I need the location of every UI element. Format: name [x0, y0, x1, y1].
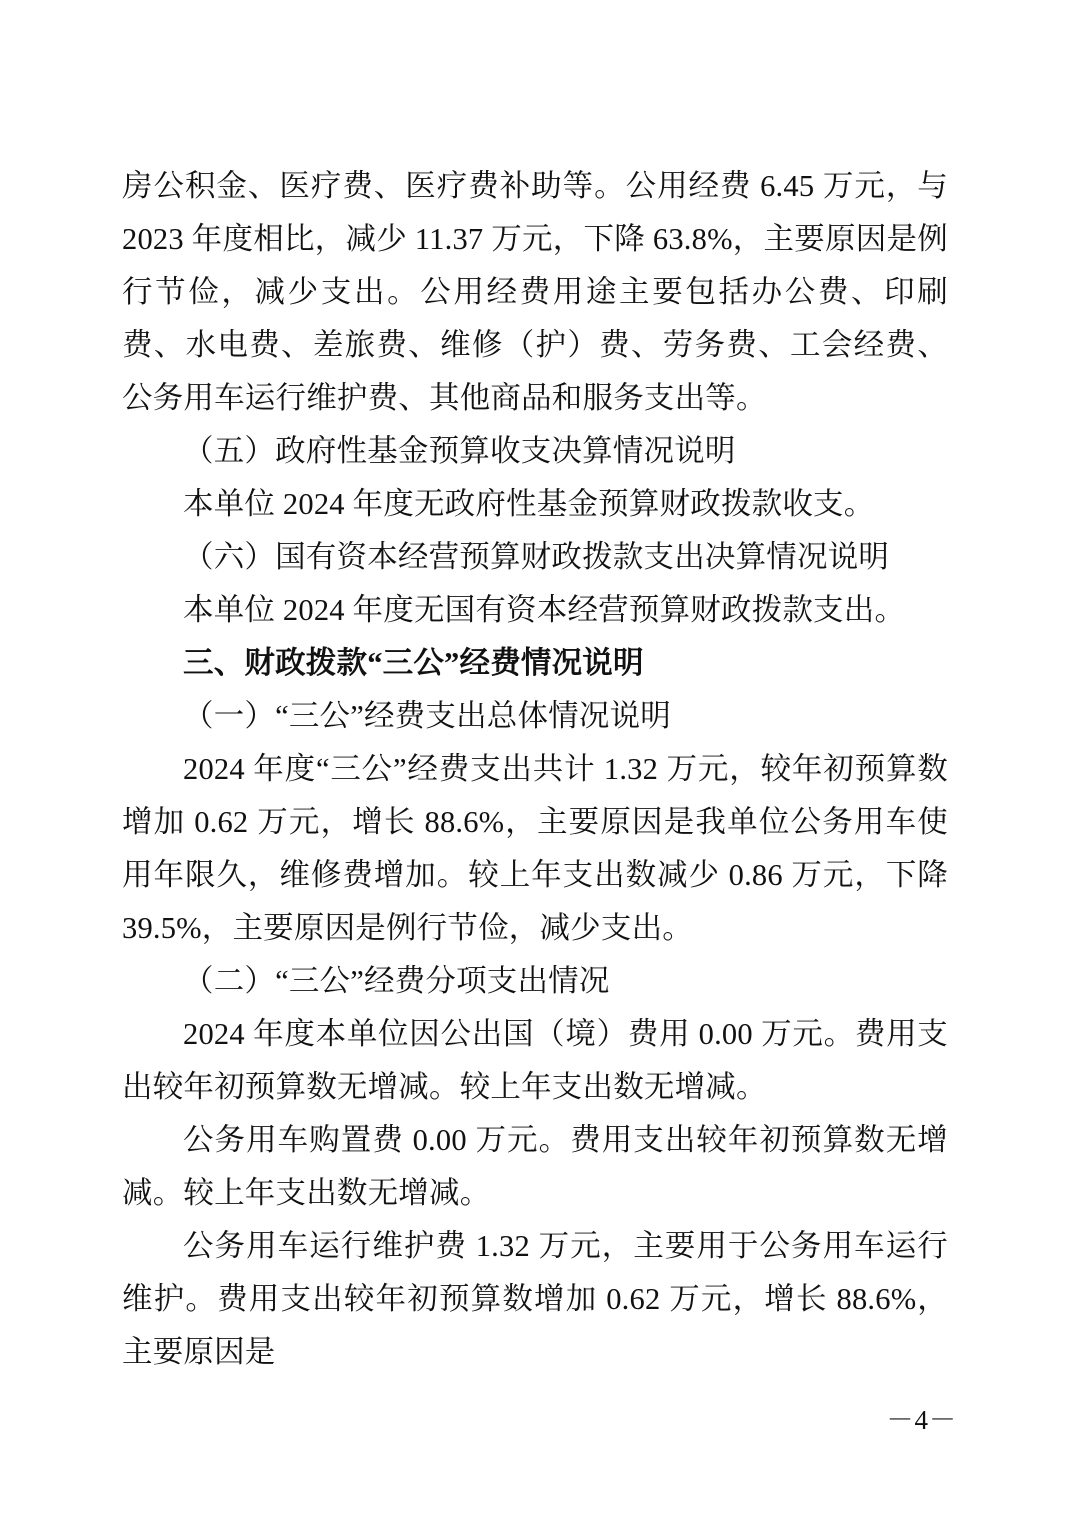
paragraph-continuation: 房公积金、医疗费、医疗费补助等。公用经费 6.45 万元，与 2023 年度相比，减少 11.37 万元，下降 63.8%，主要原因是例行节俭，减少支出。公用经费用途主要包括办公费、印刷费、水电费、差旅费、维修（护）费、劳务费、工会经费、公务用车运行维护费、其他商品和服务支出等。 — [122, 169, 948, 415]
section-heading-three: 三、财政拨款“三公”经费情况说明 — [183, 646, 644, 680]
subsection-heading-one: （一）“三公”经费支出总体情况说明 — [183, 699, 671, 733]
paragraph-vehicle-purchase: 公务用车购置费 0.00 万元。费用支出较年初预算数无增减。较上年支出数无增减。 — [122, 1123, 948, 1210]
paragraph-overseas-travel: 2024 年度本单位因公出国（境）费用 0.00 万元。费用支出较年初预算数无增减。较上年支出数无增减。 — [122, 1017, 948, 1104]
section-heading-five: （五）政府性基金预算收支决算情况说明 — [183, 434, 736, 468]
page-number: －4－ — [886, 1405, 957, 1435]
paragraph-three-public-total: 2024 年度“三公”经费支出共计 1.32 万元，较年初预算数增加 0.62 万元，增长 88.6%，主要原因是我单位公务用车使用年限久，维修费增加。较上年支出数减少 0.86 万元，下降 39.5%，主要原因是例行节俭，减少支出。 — [122, 752, 948, 945]
paragraph-vehicle-operation: 公务用车运行维护费 1.32 万元，主要用于公务用车运行维护。费用支出较年初预算数增加 0.62 万元，增长 88.6%，主要原因是 — [122, 1229, 948, 1369]
paragraph-state-capital: 本单位 2024 年度无国有资本经营预算财政拨款支出。 — [183, 593, 906, 627]
paragraph-government-fund: 本单位 2024 年度无政府性基金预算财政拨款收支。 — [183, 487, 875, 521]
section-heading-six: （六）国有资本经营预算财政拨款支出决算情况说明 — [183, 540, 890, 574]
document-body — [122, 160, 948, 1379]
subsection-heading-two: （二）“三公”经费分项支出情况 — [183, 964, 610, 998]
